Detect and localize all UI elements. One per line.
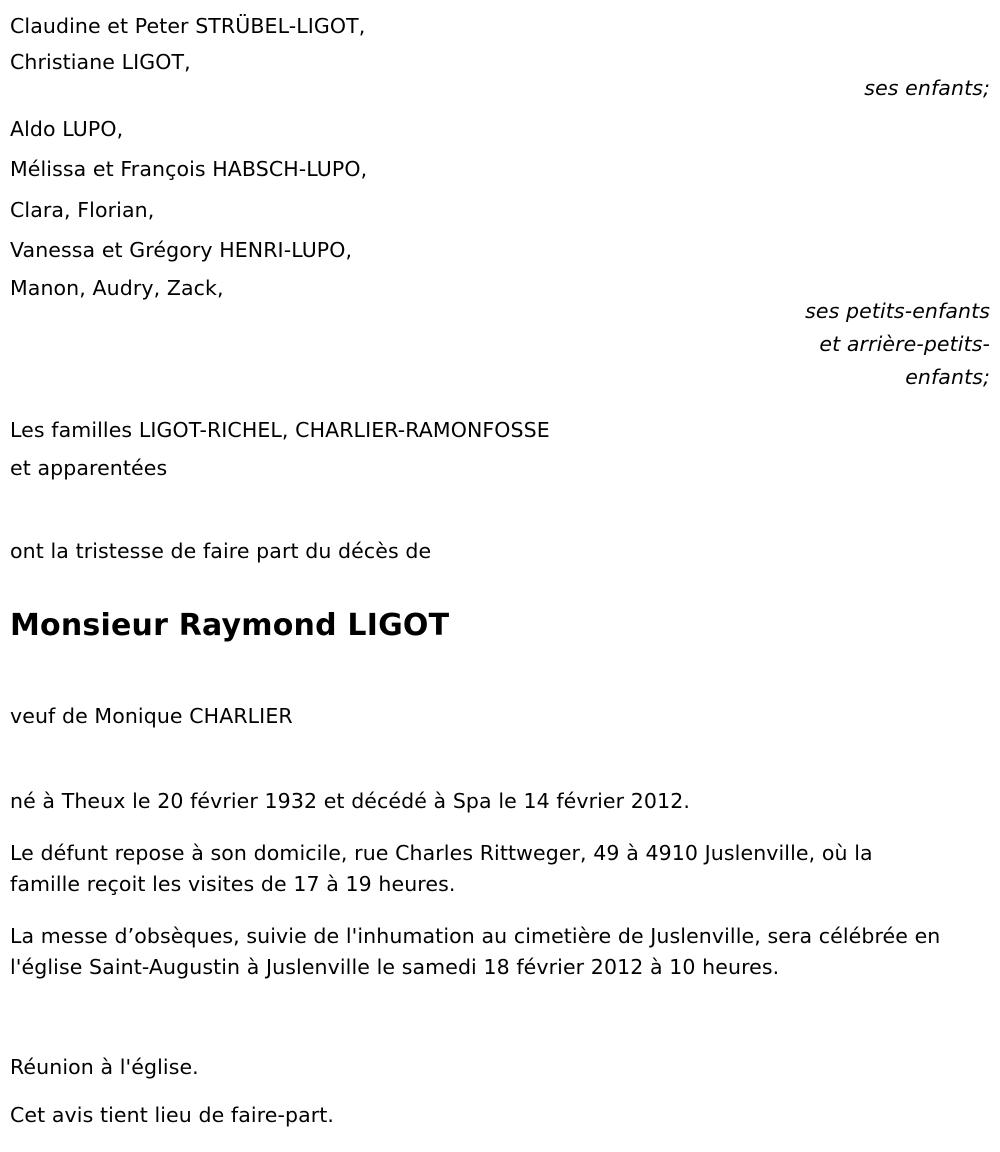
families-line-2: et apparentées: [10, 456, 168, 480]
children-relation-label: ses enfants;: [864, 76, 990, 100]
gathering-details: Réunion à l'église.: [10, 1055, 199, 1079]
families-line-1: Les familles LIGOT-RICHEL, CHARLIER-RAMONFOSSE: [10, 418, 550, 442]
grandchildren-relation-label-line-2: et arrière-petits-: [819, 332, 990, 356]
ceremony-details: La messe d’obsèques, suivie de l'inhumation au cimetière de Juslenville, sera célébrée en l'église Saint-Augustin à Juslenville le samedi 18 février 2012 à 10 heures.: [10, 924, 941, 979]
grandchild-name-line-3: Clara, Florian,: [10, 198, 155, 222]
child-name-line-1: Claudine et Peter STRÜBEL-LIGOT,: [10, 14, 366, 38]
closing-statement: Cet avis tient lieu de faire-part.: [10, 1103, 335, 1127]
grandchild-name-line-1: Aldo LUPO,: [10, 117, 124, 141]
spouse-status: veuf de Monique CHARLIER: [10, 704, 293, 728]
grandchildren-relation-label-line-1: ses petits-enfants: [805, 299, 990, 323]
grandchild-name-line-2: Mélissa et François HABSCH-LUPO,: [10, 157, 368, 181]
grandchild-name-line-4: Vanessa et Grégory HENRI-LUPO,: [10, 238, 353, 262]
resting-place-details: Le défunt repose à son domicile, rue Charles Rittweger, 49 à 4910 Juslenville, où la famille reçoit les visites de 17 à 19 heures.: [10, 841, 873, 896]
deceased-name: Monsieur Raymond LIGOT: [10, 608, 450, 643]
grandchild-name-line-5: Manon, Audry, Zack,: [10, 276, 224, 300]
announcement-intro: ont la tristesse de faire part du décès de: [10, 539, 432, 563]
grandchildren-relation-label-line-3: enfants;: [905, 365, 990, 389]
child-name-line-2: Christiane LIGOT,: [10, 50, 191, 74]
birth-death-details: né à Theux le 20 février 1932 et décédé à Spa le 14 février 2012.: [10, 789, 690, 813]
